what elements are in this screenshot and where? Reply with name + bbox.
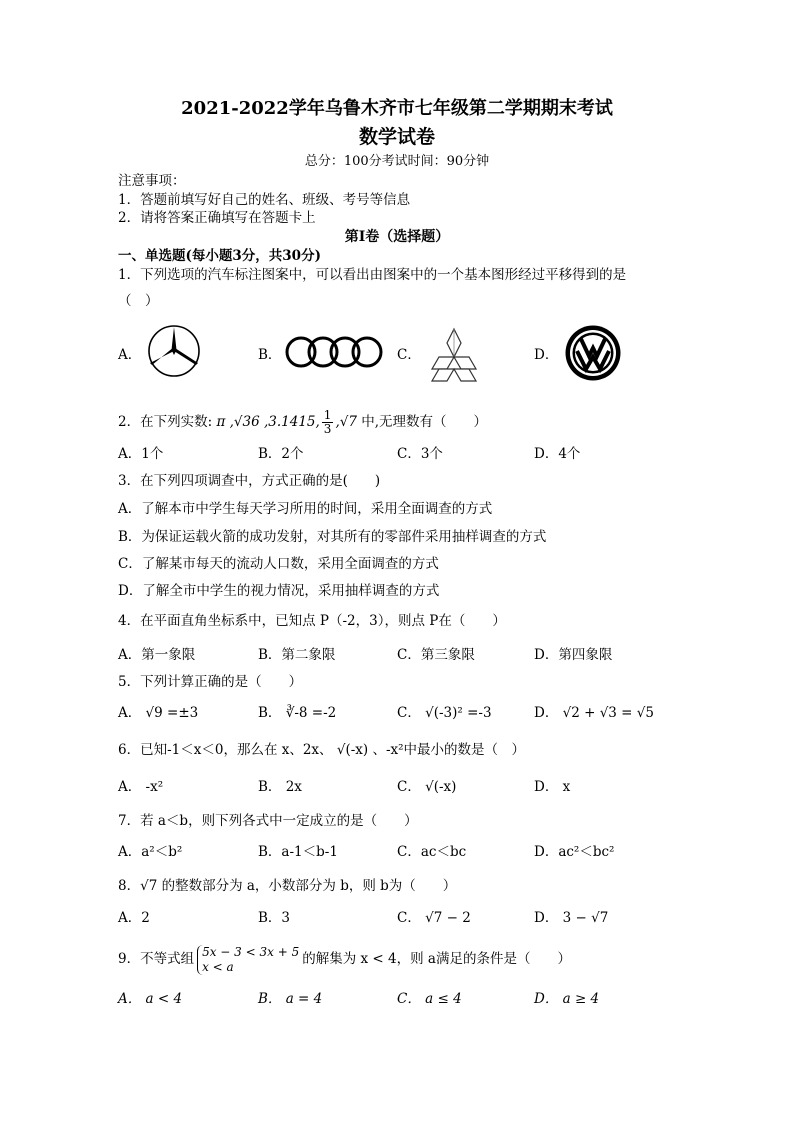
q4-stem: 4．在平面直角坐标系中，已知点 P（-2，3），则点 P在（ ） [118,613,506,629]
q2-fraction [322,409,334,436]
q2-suffix: 中,无理数有（ ） [361,414,488,430]
q7-option-a: A．a²＜b² [118,844,183,860]
q5-stem: 5．下列计算正确的是（ ） [118,674,303,690]
q3-stem: 3．在下列四项调查中，方式正确的是( ) [118,473,381,489]
mercedes-logo-icon [146,323,202,379]
q3-option-a: A．了解本市中学生每天学习所用的时间，采用全面调查的方式 [118,501,493,517]
q3-option-c: C．了解某市每天的流动人口数，采用全面调查的方式 [118,556,439,572]
q4-option-b: B．第二象限 [258,647,336,663]
notes-item-2: 2．请将答案正确填写在答题卡上 [118,210,316,226]
q1-option-b-label: B． [258,347,282,363]
q5-option-c: C． √(-3)² =-3 [397,705,492,721]
section-title: 第I卷（选择题） [344,229,450,245]
audi-rings-logo-icon [284,335,384,369]
exam-subtitle: 数学试卷 [358,126,435,148]
q6-option-d: D． x [534,779,571,795]
q4-option-d: D．第四象限 [534,647,613,663]
q4-option-a: A．第一象限 [118,647,196,663]
q1-stem: 1．下列选项的汽车标注图案中，可以看出由图案中的一个基本图形经过平移得到的是 [118,267,627,283]
q5-option-d: D． √2 + √3 = √5 [534,705,654,721]
volkswagen-logo-icon [564,324,622,382]
q9-prefix: 9．不等式组 [118,951,195,967]
q7-option-b: B．a-1＜b-1 [258,844,338,860]
q6-stem: 6．已知-1＜x＜0，那么在 x、2x、 √(-x) 、-x²中最小的数是（ ） [118,742,526,758]
q9-line-1: 5x − 3 < 3x + 5 [202,944,300,959]
q2-stem [118,409,487,436]
q8-option-c: C． √7 − 2 [397,910,471,926]
q6-option-b: B． 2x [258,779,302,795]
q1-option-c-label: C． [397,347,421,363]
q2-terms-2: ,√7 [335,414,357,430]
q2-frac-den: 3 [323,422,332,436]
q2-terms: π ,√36 ,3.1415, [216,414,320,430]
q9-option-d: D． a ≥ 4 [534,991,600,1007]
part-title: 一、单选题(每小题3分，共30分) [118,248,321,264]
q6-option-c: C． √(-x) [397,779,457,795]
q8-option-a: A．2 [118,910,150,926]
exam-title: 2021-2022学年乌鲁木齐市七年级第二学期期末考试 [181,98,613,119]
q9-option-a: A． a < 4 [118,991,183,1007]
q3-option-d: D．了解全市中学生的视力情况，采用抽样调查的方式 [118,583,440,599]
q8-option-b: B．3 [258,910,291,926]
q2-option-a: A．1个 [118,446,164,462]
q1-option-d-label: D． [534,347,559,363]
q2-prefix: 2．在下列实数: [118,414,213,430]
exam-meta: 总分：100分考试时间：90分钟 [304,154,490,169]
q2-option-d: D．4个 [534,446,581,462]
q9-stem [118,942,571,976]
q2-option-b: B．2个 [258,446,304,462]
q8-stem: 8．√7 的整数部分为 a，小数部分为 b，则 b为（ ） [118,878,457,894]
q7-option-c: C．ac＜bc [397,844,467,860]
q9-option-c: C． a ≤ 4 [397,991,462,1007]
q9-inequality-system [197,945,299,975]
q7-stem: 7．若 a＜b，则下列各式中一定成立的是（ ） [118,813,418,829]
notes-item-1: 1．答题前填写好自己的姓名、班级、考号等信息 [118,192,411,208]
q4-option-c: C．第三象限 [397,647,475,663]
q5-option-b: B． ∛-8 =-2 [258,705,337,721]
q2-option-c: C．3个 [397,446,443,462]
q9-line-2: x < a [202,959,234,974]
q1-paren: （ ） [118,293,159,309]
q6-option-a: A． -x² [118,779,164,795]
q3-option-b: B．为保证运载火箭的成功发射，对其所有的零部件采用抽样调查的方式 [118,529,547,545]
q7-option-d: D．ac²＜bc² [534,844,615,860]
q9-option-b: B． a = 4 [258,991,323,1007]
q9-suffix: 的解集为 x < 4，则 a满足的条件是（ ） [302,951,571,967]
q8-option-d: D． 3 − √7 [534,910,609,926]
q2-frac-num: 1 [323,408,332,422]
mitsubishi-logo-icon [424,327,484,383]
q5-option-a: A． √9 =±3 [118,705,199,721]
notes-heading: 注意事项： [118,173,186,189]
q1-option-a-label: A． [118,347,142,363]
